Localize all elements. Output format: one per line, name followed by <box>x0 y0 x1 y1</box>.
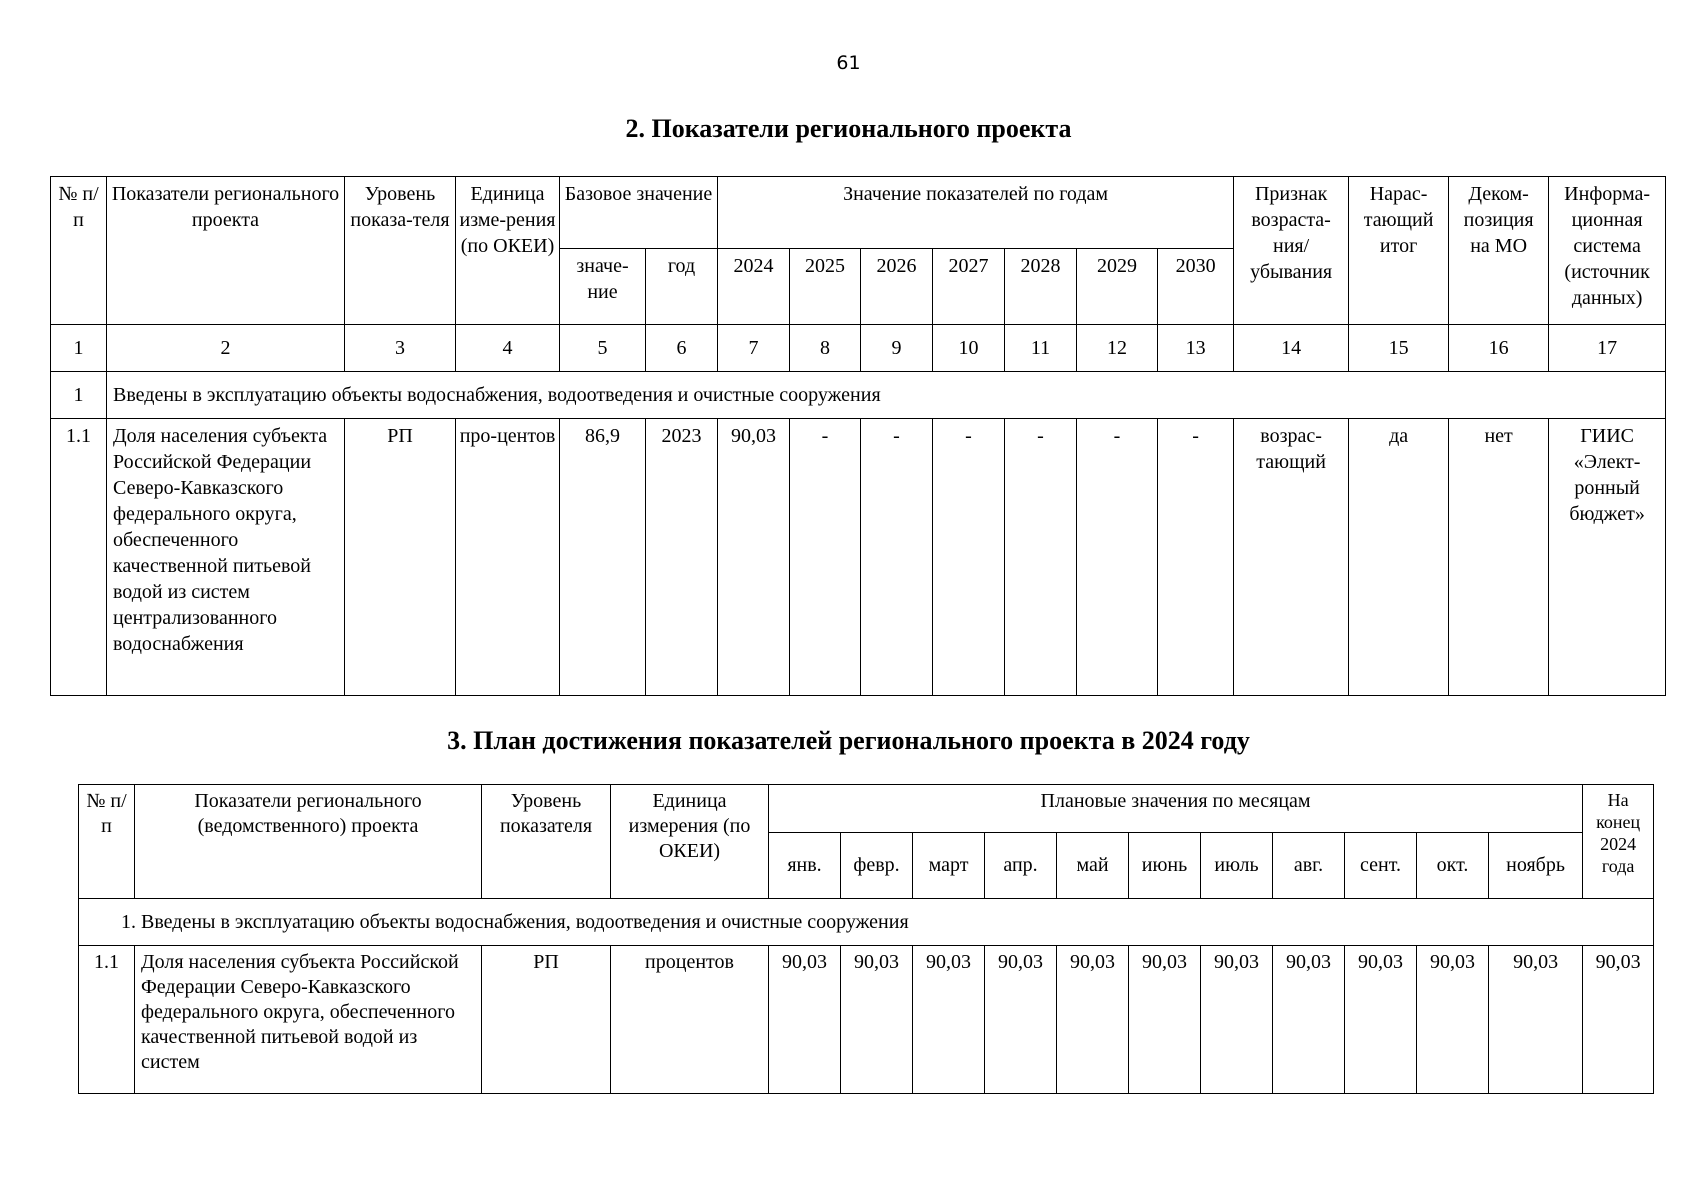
plan-header-month: сент. <box>1345 833 1417 899</box>
column-number: 9 <box>861 325 933 372</box>
column-number: 12 <box>1077 325 1158 372</box>
section-row-text: Введены в эксплуатацию объекты водоснабжения, водоотведения и очистные сооружения <box>107 372 1666 419</box>
page-number: 61 <box>836 52 861 74</box>
column-number: 1 <box>51 325 107 372</box>
plan-header-unit: Единица измерения (по ОКЕИ) <box>611 785 769 899</box>
table-row <box>79 946 1654 1094</box>
row-year-value: - <box>861 419 933 696</box>
plan-header-month: окт. <box>1417 833 1489 899</box>
header-year: 2025 <box>790 249 861 325</box>
row-indicator: Доля населения субъекта Российской Федерации Северо-Кавказского федерального округа, обеспеченного качественной питьевой водой из систем централизованного водоснабжения <box>107 419 345 696</box>
row-year-value: - <box>1077 419 1158 696</box>
plan-header-indicator: Показатели регионального (ведомственного) проекта <box>135 785 482 899</box>
plan-row-month-value: 90,03 <box>1345 946 1417 1094</box>
column-number: 6 <box>646 325 718 372</box>
table-row <box>51 419 1666 696</box>
header-year: 2026 <box>861 249 933 325</box>
plan-row-month-value: 90,03 <box>1489 946 1583 1094</box>
column-number: 10 <box>933 325 1005 372</box>
header-cumulative: Нарас-тающий итог <box>1349 177 1449 325</box>
header-base-year: год <box>646 249 718 325</box>
row-decomposition: нет <box>1449 419 1549 696</box>
section3-title: 3. План достижения показателей регионального проекта в 2024 году <box>447 726 1250 755</box>
row-trend: возрас-тающий <box>1234 419 1349 696</box>
plan-header-num: № п/п <box>79 785 135 899</box>
column-number: 4 <box>456 325 560 372</box>
column-number: 15 <box>1349 325 1449 372</box>
column-number: 3 <box>345 325 456 372</box>
plan-row-month-value: 90,03 <box>1417 946 1489 1094</box>
plan-row-month-value: 90,03 <box>1201 946 1273 1094</box>
plan-header-month: март <box>913 833 985 899</box>
plan-header-month: янв. <box>769 833 841 899</box>
header-year: 2024 <box>718 249 790 325</box>
plan-header-month: авг. <box>1273 833 1345 899</box>
plan-row-unit: процентов <box>611 946 769 1094</box>
section2-title: 2. Показатели регионального проекта <box>625 114 1072 143</box>
plan-header-month: май <box>1057 833 1129 899</box>
header-years-group: Значение показателей по годам <box>718 177 1234 249</box>
header-info-system: Информа-ционная система (источник данных) <box>1549 177 1666 325</box>
indicators-table <box>50 176 1666 696</box>
plan-header-month: апр. <box>985 833 1057 899</box>
header-level: Уровень показа-теля <box>345 177 456 325</box>
header-trend: Признак возраста-ния/ убывания <box>1234 177 1349 325</box>
header-base: Базовое значение <box>560 177 718 249</box>
column-number: 5 <box>560 325 646 372</box>
plan-row-month-value: 90,03 <box>913 946 985 1094</box>
column-number: 8 <box>790 325 861 372</box>
header-unit: Единица изме-рения (по ОКЕИ) <box>456 177 560 325</box>
header-year: 2027 <box>933 249 1005 325</box>
row-base-year: 2023 <box>646 419 718 696</box>
row-info-system: ГИИС «Элект-ронный бюджет» <box>1549 419 1666 696</box>
header-year: 2030 <box>1158 249 1234 325</box>
row-num: 1.1 <box>51 419 107 696</box>
plan-header-months-group: Плановые значения по месяцам <box>769 785 1583 833</box>
plan-row-month-value: 90,03 <box>985 946 1057 1094</box>
row-cumulative: да <box>1349 419 1449 696</box>
plan-header-month: июнь <box>1129 833 1201 899</box>
plan-row-month-value: 90,03 <box>1273 946 1345 1094</box>
plan-row-month-value: 90,03 <box>1129 946 1201 1094</box>
column-number: 11 <box>1005 325 1077 372</box>
column-number: 2 <box>107 325 345 372</box>
row-level: РП <box>345 419 456 696</box>
row-unit: про-центов <box>456 419 560 696</box>
header-decomposition: Деком-позиция на МО <box>1449 177 1549 325</box>
plan-row-indicator: Доля населения субъекта Российской Федерации Северо-Кавказского федерального округа, обеспеченного качественной питьевой водой из систем <box>135 946 482 1094</box>
row-year-value: - <box>1005 419 1077 696</box>
plan-row-num: 1.1 <box>79 946 135 1094</box>
column-number: 13 <box>1158 325 1234 372</box>
plan-section-row-text: 1. Введены в эксплуатацию объекты водоснабжения, водоотведения и очистные сооружения <box>79 899 1654 946</box>
plan-row-end-of-year: 90,03 <box>1583 946 1654 1094</box>
plan-header-end-of-year: На конец 2024 года <box>1583 785 1654 899</box>
row-year-value: 90,03 <box>718 419 790 696</box>
section-row-num: 1 <box>51 372 107 419</box>
column-number: 14 <box>1234 325 1349 372</box>
plan-header-level: Уровень показателя <box>482 785 611 899</box>
row-year-value: - <box>790 419 861 696</box>
plan-row-level: РП <box>482 946 611 1094</box>
row-year-value: - <box>933 419 1005 696</box>
row-year-value: - <box>1158 419 1234 696</box>
column-number: 17 <box>1549 325 1666 372</box>
plan-row-month-value: 90,03 <box>769 946 841 1094</box>
plan-row-month-value: 90,03 <box>1057 946 1129 1094</box>
header-base-value: значе-ние <box>560 249 646 325</box>
header-year: 2028 <box>1005 249 1077 325</box>
plan-header-month: ноябрь <box>1489 833 1583 899</box>
column-number: 16 <box>1449 325 1549 372</box>
header-num: № п/п <box>51 177 107 325</box>
plan-row-month-value: 90,03 <box>841 946 913 1094</box>
plan-table <box>78 784 1654 1094</box>
header-indicator: Показатели регионального проекта <box>107 177 345 325</box>
plan-header-month: июль <box>1201 833 1273 899</box>
header-year: 2029 <box>1077 249 1158 325</box>
column-number: 7 <box>718 325 790 372</box>
row-base-value: 86,9 <box>560 419 646 696</box>
plan-header-month: февр. <box>841 833 913 899</box>
